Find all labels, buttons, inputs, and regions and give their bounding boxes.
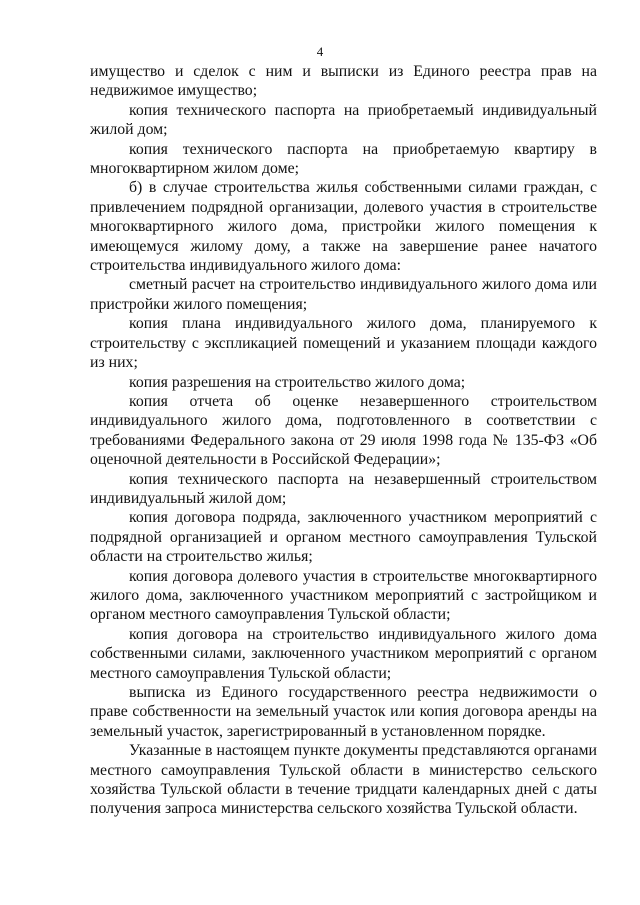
paragraph-house-plan: копия плана индивидуального жилого дома, планируемого к строительству с экспликацией помещений и указанием площади каждого из них;: [90, 315, 597, 372]
paragraph-shared-construction: копия договора долевого участия в строительстве многоквартирного жилого дома, заключенного участником мероприятий с застройщиком и органом местного самоуправления Тульской области;: [90, 567, 597, 624]
paragraph-estimate: сметный расчет на строительство индивидуального жилого дома или пристройки жилого помещения;: [90, 276, 597, 313]
paragraph-valuation-report: копия отчета об оценке незавершенного строительством индивидуального жилого дома, подготовленного в соответствии с требованиями Федерального закона от 29 июля 1998 года № 135-ФЗ «Об оценочной деятельности в Российской Федерации»;: [90, 392, 597, 469]
document-body: [90, 62, 597, 819]
paragraph-continuation: имущество и сделок с ним и выписки из Единого реестра прав на недвижимое имущество;: [90, 63, 597, 100]
paragraph-unfinished-passport: копия технического паспорта на незавершенный строительством индивидуальный жилой дом;: [90, 470, 597, 507]
paragraph-apartment-passport: копия технического паспорта на приобретаемую квартиру в многоквартирном жилом доме;: [90, 140, 597, 178]
paragraph-building-permit: копия разрешения на строительство жилого дома;: [129, 373, 466, 391]
page-number: 4: [316, 44, 324, 59]
paragraph-contractor-agreement: копия договора подряда, заключенного участником мероприятий с подрядной организацией и органом местного самоуправления Тульской области на строительство жилья;: [90, 509, 597, 566]
paragraph-submission-terms: Указанные в настоящем пункте документы представляются органами местного самоуправления Тульской области в министерство сельского хозяйства Тульской области в течение тридцати календарных дней с даты получения запроса министерства сельского хозяйства Тульской области.: [90, 742, 597, 818]
paragraph-house-passport: копия технического паспорта на приобретаемый индивидуальный жилой дом;: [90, 101, 597, 139]
paragraph-subitem-b: б) в случае строительства жилья собственными силами граждан, с привлечением подрядной организации, долевого участия в строительстве многоквартирного жилого дома, пристройки жилого помещения к имеющемуся жилому дому, а также на завершение ранее начатого строительства индивидуального жилого дома:: [90, 179, 597, 275]
paragraph-self-build-agreement: копия договора на строительство индивидуального жилого дома собственными силами, заключенного участником мероприятий с органом местного самоуправления Тульской области;: [90, 625, 597, 682]
paragraph-land-registry: выписка из Единого государственного реестра недвижимости о праве собственности на земельный участок или копия договора аренды на земельный участок, зарегистрированный в установленном порядке.: [90, 684, 597, 740]
